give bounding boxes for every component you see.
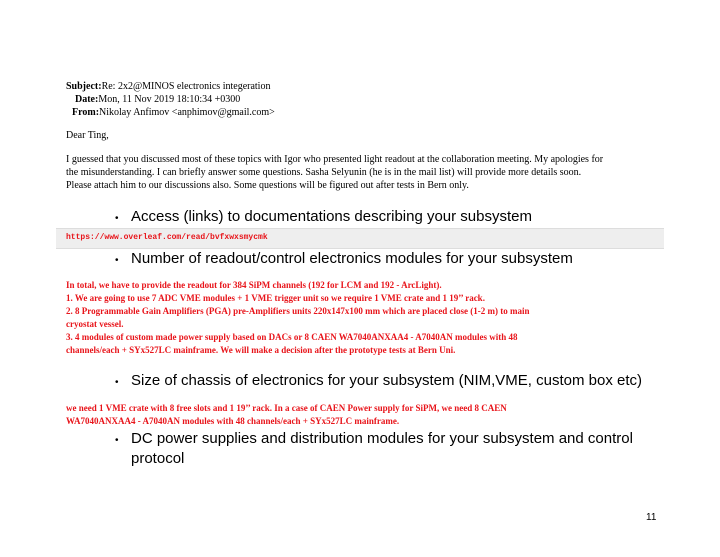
date-value: Mon, 11 Nov 2019 18:10:34 +0300	[98, 94, 241, 105]
from-value: Nikolay Anfimov <anphimov@gmail.com>	[99, 107, 275, 118]
overleaf-link[interactable]: https://www.overleaf.com/read/bvfxwxsmycmk	[66, 233, 268, 242]
email-body	[66, 153, 666, 192]
page-number: 11	[646, 512, 657, 523]
email-date-line	[75, 93, 240, 106]
bullet-dot: •	[115, 255, 119, 266]
email-body-line: Please attach him to our discussions also. Some questions will be figured out after tests in Bern only.	[66, 180, 469, 191]
from-label: From:	[72, 107, 100, 118]
link-bar	[56, 228, 664, 249]
bullet-dot: •	[115, 213, 119, 224]
subject-value: Re: 2x2@MINOS electronics integeration	[101, 81, 271, 92]
bullet-text: Access (links) to documentations describing your subsystem	[131, 208, 533, 225]
bullet-dot: •	[115, 377, 119, 388]
answer-line: we need 1 VME crate with 8 free slots and 1 19’’ rack. In a case of CAEN Power supply for SiPM, we need 8 CAEN	[66, 403, 507, 413]
bullet-text: Size of chassis of electronics for your subsystem (NIM,VME, custom box etc)	[131, 372, 642, 389]
answer-line: 1. We are going to use 7 ADC VME modules + 1 VME trigger unit so we require 1 VME crate and 1 19’’ rack.	[66, 293, 485, 303]
answer-line: 2. 8 Programmable Gain Amplifiers (PGA) pre-Amplifiers units 220x147x100 mm which are placed close (1-2 m) to main	[66, 306, 530, 316]
answer-chassis	[66, 402, 507, 428]
answer-line: cryostat vessel.	[66, 319, 124, 329]
answer-line: channels/each + SYx527LC mainframe. We will make a decision after the prototype tests at Bern Uni.	[66, 345, 456, 355]
email-greeting: Dear Ting,	[66, 130, 109, 141]
bullet-dot: •	[115, 435, 119, 446]
subject-label: Subject:	[66, 81, 102, 92]
bullet-text: Number of readout/control electronics modules for your subsystem	[131, 250, 573, 267]
answer-line: WA7040ANXAA4 - A7040AN modules with 48 channels/each + SYx527LC mainframe.	[66, 416, 400, 426]
answer-line: 3. 4 modules of custom made power supply based on DACs or 8 CAEN WA7040ANXAA4 - A7040AN modules with 48	[66, 332, 518, 342]
email-body-line: I guessed that you discussed most of these topics with Igor who presented light readout at the collaboration meeting. My apologies for	[66, 154, 604, 165]
email-from-line	[72, 106, 275, 119]
email-subject-line	[66, 80, 270, 93]
answer-modules	[66, 279, 529, 357]
bullet-text: DC power supplies and distribution modules for your subsystem and control protocol	[131, 430, 633, 467]
answer-line: In total, we have to provide the readout for 384 SiPM channels (192 for LCM and 192 - ArcLight).	[66, 280, 442, 290]
date-label: Date:	[75, 94, 99, 105]
email-body-line: the misunderstanding. I can briefly answer some questions. Sasha Selyunin (he is in the mail list) will provide more details soon.	[66, 167, 582, 178]
